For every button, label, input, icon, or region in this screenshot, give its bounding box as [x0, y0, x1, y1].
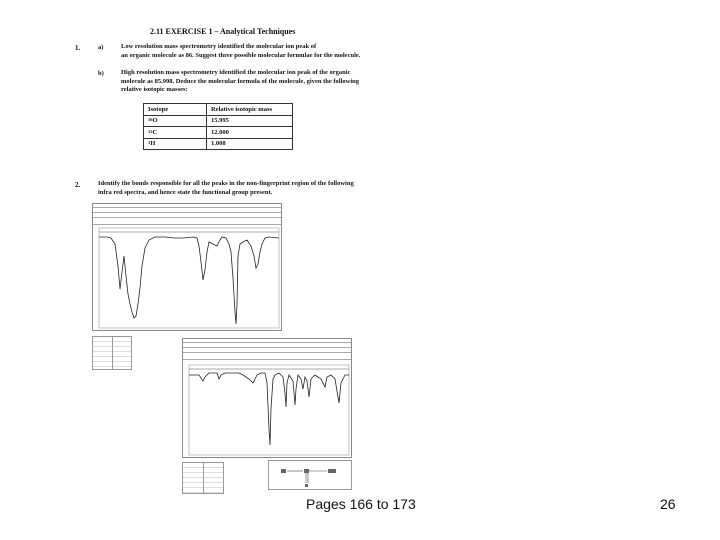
isotope-table-header: [144, 104, 293, 116]
question-1a-line-2: an organic molecule as 86. Suggest three possible molecular formulae for the molecule.: [121, 51, 361, 59]
isotope-header-cell: Isotope: [144, 104, 207, 116]
page-range-text: Pages 166 to 173: [306, 496, 416, 512]
ir-spectrum-1-trace: [93, 204, 283, 332]
question-1a-text: [121, 43, 360, 60]
molecule-structure-box: [268, 460, 352, 490]
ir-spectrum-1: [92, 203, 282, 331]
question-1-number: 1.: [75, 44, 81, 52]
question-1b-line-1: High resolution mass spectrometry identified the molecular ion peak of the organic: [121, 69, 351, 76]
question-2-line-1: Identify the bonds responsible for all the peaks in the non-fingerprint region of the following: [98, 180, 354, 187]
isotope-cell: $^{12}$C: [144, 127, 207, 139]
question-1b-text: [121, 69, 359, 95]
mass-cell: 12.000: [207, 127, 293, 139]
question-2-line-2: infra red spectra, and hence state the functional group present.: [98, 188, 273, 196]
isotope-cell: $^1$H: [144, 138, 207, 150]
page-number: 26: [660, 496, 676, 512]
mass-cell: 1.008: [207, 138, 293, 150]
question-1b-line-3: relative isotopic masses:: [121, 86, 188, 93]
mass-cell: 15.995: [207, 115, 293, 127]
question-2-number: 2.: [75, 181, 81, 189]
ir-spectrum-2-trace: [183, 339, 353, 459]
ir-1-peak-table-divider: [112, 336, 132, 370]
ir-spectrum-2: [182, 338, 352, 458]
molecule-structure-diagram: [269, 461, 353, 491]
question-2-text: [98, 180, 354, 197]
ir-2-peak-table-divider: [203, 462, 224, 494]
question-1a-line-1: Low resolution mass spectrometry identified the molecular ion peak of: [121, 43, 317, 50]
isotope-table: [143, 103, 293, 150]
isotope-cell: $^{16}$O: [144, 115, 207, 127]
question-1b-label: b): [98, 70, 104, 77]
isotope-row: [144, 127, 293, 139]
question-1b-line-2: molecule as 85.998. Deduce the molecular formula of the molecule, given the following: [121, 77, 359, 85]
isotope-row: [144, 138, 293, 150]
mass-header-cell: Relative isotopic mass: [207, 104, 293, 116]
question-1a-label: a): [98, 44, 104, 51]
isotope-row: [144, 115, 293, 127]
exercise-title: 2.11 EXERCISE 1 – Analytical Techniques: [150, 27, 296, 36]
